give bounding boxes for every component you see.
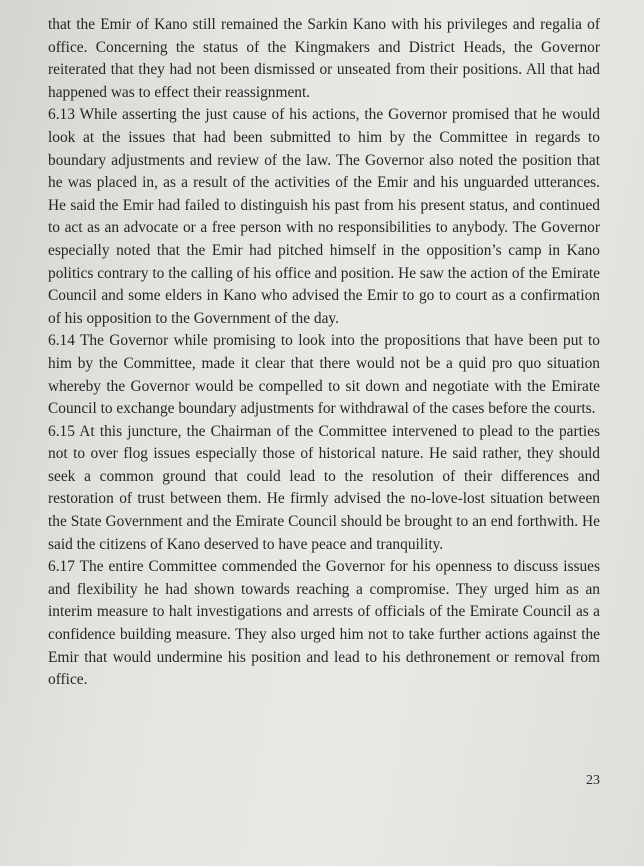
page-number: 23	[586, 773, 600, 788]
paragraph-6-13: 6.13 While asserting the just cause of his actions, the Governor promised that he would look at the issues that had been submitted to him by the Committee in regards to boundary adjustments and review of the law. The Governor also noted the position that he was placed in, as a result of the activities of the Emir and his unguarded utterances. He said the Emir had failed to distinguish his past from his present status, and continued to act as an advocate or a free person with no responsibilities to anybody. The Governor especially noted that the Emir had pitched himself in the opposition’s camp in Kano politics contrary to the calling of his office and position. He saw the action of the Emirate Council and some elders in Kano who advised the Emir to go to court as a confirmation of his opposition to the Government of the day.	[48, 106, 600, 327]
paragraph-6-15: 6.15 At this juncture, the Chairman of the Committee intervened to plead to the parties not to over flog issues especially those of historical nature. He said rather, they should seek a common ground that could lead to the resolution of their differences and restoration of trust between them. He firmly advised the no-love-lost situation between the State Government and the Emirate Council should be brought to an end forthwith. He said the citizens of Kano deserved to have peace and tranquility.	[48, 422, 600, 553]
body-text	[48, 14, 600, 692]
paragraph-continuation: that the Emir of Kano still remained the Sarkin Kano with his privileges and regalia of office. Concerning the status of the Kingmakers and District Heads, the Governor reiterated that they had not been dismissed or unseated from their positions. All that had happened was to effect their reassignment.	[48, 16, 600, 101]
paragraph-6-17: 6.17 The entire Committee commended the Governor for his openness to discuss issues and flexibility he had shown towards reaching a compromise. They urged him as an interim measure to halt investigations and arrests of officials of the Emirate Council as a confidence building measure. They also urged him not to take further actions against the Emir that would undermine his position and lead to his dethronement or removal from office.	[48, 558, 600, 689]
paragraph-6-14: 6.14 The Governor while promising to look into the propositions that have been put to him by the Committee, made it clear that there would not be a quid pro quo situation whereby the Governor would be compelled to sit down and negotiate with the Emirate Council to exchange boundary adjustments for withdrawal of the cases before the courts.	[48, 332, 600, 418]
